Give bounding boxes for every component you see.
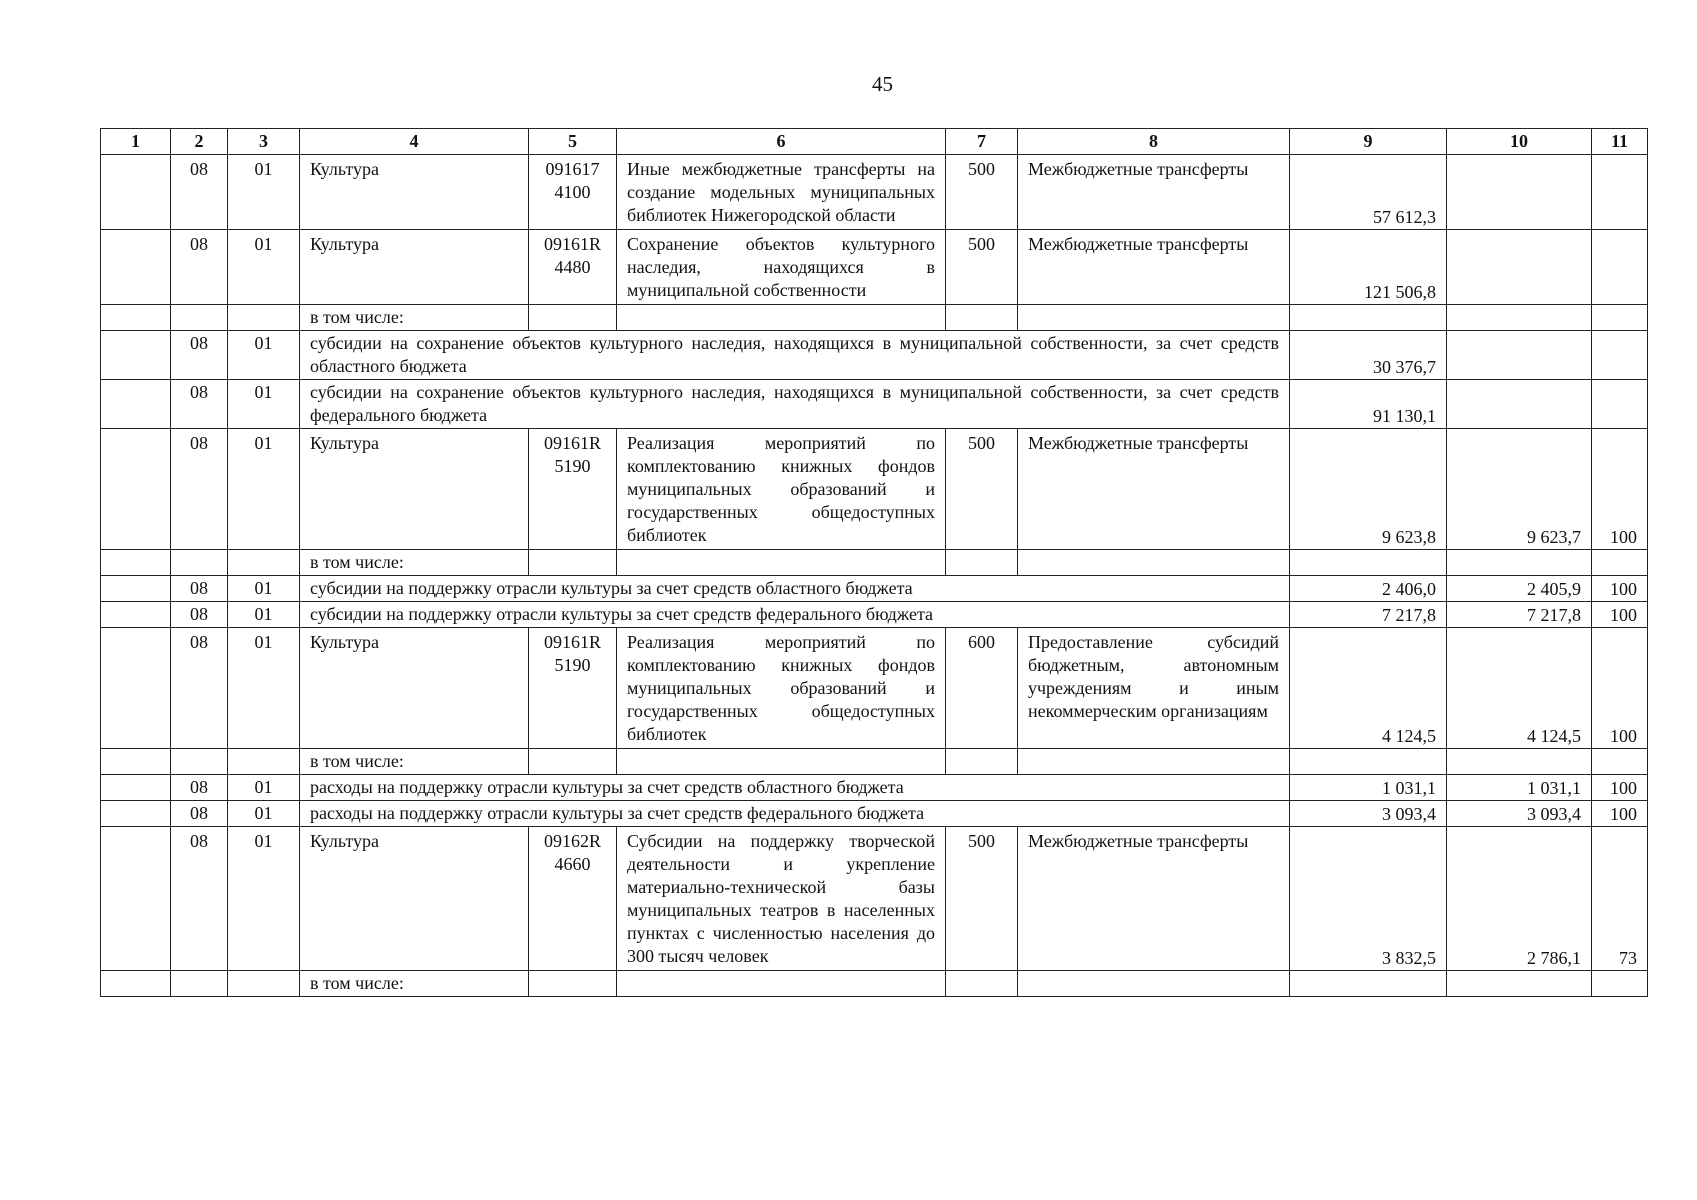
column-header-11: 11 <box>1592 129 1648 155</box>
cell-col1 <box>101 628 171 749</box>
target-article-code-part1: 09162R <box>543 831 601 851</box>
cell-article-name: Реализация мероприятий по комплектованию книжных фондов муниципальных образований и государственных общедоступных библиотек <box>617 628 946 749</box>
cell-target-article <box>529 305 617 331</box>
cell-col1 <box>101 576 171 602</box>
cell-subsection <box>228 971 300 997</box>
target-article-code-part1: 09161R <box>543 433 601 453</box>
cell-col1 <box>101 429 171 550</box>
cell-target-article <box>529 550 617 576</box>
cell-section: 08 <box>171 155 228 230</box>
cell-col1 <box>101 971 171 997</box>
cell-subsidy-description: субсидии на сохранение объектов культурного наследия, находящихся в муниципальной собственности, за счет средств федерального бюджета <box>300 380 1290 429</box>
cell-planned-amount: 91 130,1 <box>1290 380 1447 429</box>
cell-subsidy-description: субсидии на сохранение объектов культурного наследия, находящихся в муниципальной собственности, за счет средств областного бюджета <box>300 331 1290 380</box>
table-row <box>101 550 1648 576</box>
table-row <box>101 155 1648 230</box>
cell-expense-type-name: Межбюджетные трансферты <box>1018 429 1290 550</box>
cell-percent: 100 <box>1592 775 1648 801</box>
cell-expense-type <box>946 971 1018 997</box>
cell-actual-amount: 1 031,1 <box>1447 775 1592 801</box>
cell-actual-amount: 2 786,1 <box>1447 827 1592 971</box>
page-number: 45 <box>872 72 893 96</box>
target-article-code-part2: 5190 <box>554 456 591 476</box>
target-article-code-part1: 091617 <box>545 159 600 179</box>
cell-expense-type-name <box>1018 550 1290 576</box>
cell-actual-amount: 2 405,9 <box>1447 576 1592 602</box>
cell-section-name: Культура <box>300 155 529 230</box>
cell-actual-amount <box>1447 155 1592 230</box>
table-row <box>101 429 1648 550</box>
cell-col1 <box>101 331 171 380</box>
cell-including-label: в том числе: <box>300 550 529 576</box>
cell-planned-amount <box>1290 305 1447 331</box>
column-header-4: 4 <box>300 129 529 155</box>
cell-actual-amount <box>1447 550 1592 576</box>
cell-section: 08 <box>171 827 228 971</box>
cell-including-label: в том числе: <box>300 749 529 775</box>
cell-section: 08 <box>171 775 228 801</box>
cell-percent <box>1592 230 1648 305</box>
cell-section <box>171 550 228 576</box>
table-row <box>101 749 1648 775</box>
cell-subsection: 01 <box>228 827 300 971</box>
cell-planned-amount: 2 406,0 <box>1290 576 1447 602</box>
cell-percent <box>1592 305 1648 331</box>
cell-percent: 100 <box>1592 576 1648 602</box>
table-header-row <box>101 129 1648 155</box>
column-header-9: 9 <box>1290 129 1447 155</box>
cell-expense-type: 500 <box>946 155 1018 230</box>
column-header-10: 10 <box>1447 129 1592 155</box>
table-row <box>101 971 1648 997</box>
target-article-code-part1: 09161R <box>543 632 601 652</box>
cell-expense-type-name <box>1018 749 1290 775</box>
cell-percent: 100 <box>1592 801 1648 827</box>
cell-planned-amount: 9 623,8 <box>1290 429 1447 550</box>
cell-expense-type: 500 <box>946 429 1018 550</box>
column-header-1: 1 <box>101 129 171 155</box>
cell-subsection <box>228 305 300 331</box>
column-header-7: 7 <box>946 129 1018 155</box>
cell-expense-type: 500 <box>946 827 1018 971</box>
budget-table <box>100 128 1648 997</box>
cell-actual-amount: 4 124,5 <box>1447 628 1592 749</box>
cell-target-article <box>529 827 617 971</box>
column-header-6: 6 <box>617 129 946 155</box>
cell-target-article <box>529 971 617 997</box>
cell-col1 <box>101 749 171 775</box>
cell-subsection: 01 <box>228 801 300 827</box>
cell-section: 08 <box>171 380 228 429</box>
cell-section <box>171 971 228 997</box>
column-header-2: 2 <box>171 129 228 155</box>
cell-subsidy-description: субсидии на поддержку отрасли культуры за счет средств областного бюджета <box>300 576 1290 602</box>
cell-actual-amount <box>1447 305 1592 331</box>
cell-article-name <box>617 550 946 576</box>
cell-planned-amount: 121 506,8 <box>1290 230 1447 305</box>
cell-planned-amount: 4 124,5 <box>1290 628 1447 749</box>
cell-percent: 100 <box>1592 628 1648 749</box>
cell-article-name: Иные межбюджетные трансферты на создание модельных муниципальных библиотек Нижегородской области <box>617 155 946 230</box>
cell-planned-amount: 3 093,4 <box>1290 801 1447 827</box>
cell-actual-amount <box>1447 749 1592 775</box>
target-article-code-part2: 4100 <box>554 182 591 202</box>
cell-actual-amount: 3 093,4 <box>1447 801 1592 827</box>
table-row <box>101 576 1648 602</box>
cell-percent <box>1592 749 1648 775</box>
cell-subsection: 01 <box>228 155 300 230</box>
cell-actual-amount <box>1447 331 1592 380</box>
target-article-code-part2: 4660 <box>554 854 591 874</box>
cell-subsection: 01 <box>228 602 300 628</box>
cell-percent <box>1592 971 1648 997</box>
target-article-code-part2: 4480 <box>554 257 591 277</box>
cell-expense-type-name <box>1018 305 1290 331</box>
cell-col1 <box>101 602 171 628</box>
cell-article-name <box>617 971 946 997</box>
cell-percent <box>1592 380 1648 429</box>
table-row <box>101 628 1648 749</box>
cell-expense-type-name: Межбюджетные трансферты <box>1018 155 1290 230</box>
cell-col1 <box>101 775 171 801</box>
cell-including-label: в том числе: <box>300 971 529 997</box>
cell-target-article <box>529 155 617 230</box>
cell-target-article <box>529 749 617 775</box>
cell-actual-amount <box>1447 971 1592 997</box>
cell-subsection: 01 <box>228 230 300 305</box>
cell-planned-amount: 30 376,7 <box>1290 331 1447 380</box>
cell-actual-amount <box>1447 380 1592 429</box>
cell-subsection: 01 <box>228 576 300 602</box>
cell-subsidy-description: субсидии на поддержку отрасли культуры за счет средств федерального бюджета <box>300 602 1290 628</box>
cell-col1 <box>101 550 171 576</box>
cell-subsection: 01 <box>228 775 300 801</box>
cell-subsection <box>228 749 300 775</box>
cell-col1 <box>101 305 171 331</box>
cell-expense-type <box>946 749 1018 775</box>
cell-col1 <box>101 801 171 827</box>
table-row <box>101 380 1648 429</box>
cell-percent: 100 <box>1592 602 1648 628</box>
cell-subsection: 01 <box>228 429 300 550</box>
table-row <box>101 602 1648 628</box>
cell-subsection <box>228 550 300 576</box>
cell-article-name <box>617 305 946 331</box>
cell-col1 <box>101 827 171 971</box>
cell-planned-amount: 7 217,8 <box>1290 602 1447 628</box>
cell-percent <box>1592 155 1648 230</box>
cell-section: 08 <box>171 628 228 749</box>
cell-section-name: Культура <box>300 429 529 550</box>
cell-actual-amount: 7 217,8 <box>1447 602 1592 628</box>
table-row <box>101 331 1648 380</box>
cell-expense-type-name: Предоставление субсидий бюджетным, автономным учреждениям и иным некоммерческим организациям <box>1018 628 1290 749</box>
cell-section <box>171 305 228 331</box>
cell-expense-type-name: Межбюджетные трансферты <box>1018 230 1290 305</box>
cell-subsidy-description: расходы на поддержку отрасли культуры за счет средств федерального бюджета <box>300 801 1290 827</box>
cell-col1 <box>101 155 171 230</box>
cell-col1 <box>101 380 171 429</box>
table-row <box>101 801 1648 827</box>
cell-expense-type <box>946 305 1018 331</box>
cell-section-name: Культура <box>300 230 529 305</box>
cell-article-name <box>617 749 946 775</box>
cell-percent <box>1592 550 1648 576</box>
cell-including-label: в том числе: <box>300 305 529 331</box>
cell-target-article <box>529 230 617 305</box>
column-header-8: 8 <box>1018 129 1290 155</box>
cell-section: 08 <box>171 429 228 550</box>
cell-section-name: Культура <box>300 827 529 971</box>
cell-section-name: Культура <box>300 628 529 749</box>
cell-actual-amount: 9 623,7 <box>1447 429 1592 550</box>
cell-planned-amount: 1 031,1 <box>1290 775 1447 801</box>
cell-expense-type-name: Межбюджетные трансферты <box>1018 827 1290 971</box>
cell-article-name: Субсидии на поддержку творческой деятельности и укрепление материально-технической базы муниципальных театров в населенных пунктах с численностью населения до 300 тысяч человек <box>617 827 946 971</box>
cell-section: 08 <box>171 331 228 380</box>
cell-planned-amount <box>1290 971 1447 997</box>
cell-subsection: 01 <box>228 331 300 380</box>
cell-expense-type: 500 <box>946 230 1018 305</box>
cell-planned-amount <box>1290 550 1447 576</box>
cell-subsection: 01 <box>228 380 300 429</box>
cell-percent: 73 <box>1592 827 1648 971</box>
cell-expense-type-name <box>1018 971 1290 997</box>
table-row <box>101 230 1648 305</box>
cell-target-article <box>529 628 617 749</box>
column-header-5: 5 <box>529 129 617 155</box>
cell-subsection: 01 <box>228 628 300 749</box>
cell-planned-amount: 3 832,5 <box>1290 827 1447 971</box>
cell-section: 08 <box>171 576 228 602</box>
cell-section <box>171 749 228 775</box>
column-header-3: 3 <box>228 129 300 155</box>
cell-col1 <box>101 230 171 305</box>
cell-expense-type: 600 <box>946 628 1018 749</box>
cell-section: 08 <box>171 230 228 305</box>
target-article-code-part1: 09161R <box>543 234 601 254</box>
cell-section: 08 <box>171 801 228 827</box>
cell-article-name: Сохранение объектов культурного наследия, находящихся в муниципальной собственности <box>617 230 946 305</box>
cell-target-article <box>529 429 617 550</box>
cell-planned-amount: 57 612,3 <box>1290 155 1447 230</box>
cell-subsidy-description: расходы на поддержку отрасли культуры за счет средств областного бюджета <box>300 775 1290 801</box>
cell-percent <box>1592 331 1648 380</box>
cell-section: 08 <box>171 602 228 628</box>
cell-planned-amount <box>1290 749 1447 775</box>
cell-expense-type <box>946 550 1018 576</box>
table-row <box>101 775 1648 801</box>
target-article-code-part2: 5190 <box>554 655 591 675</box>
table-row <box>101 305 1648 331</box>
table-row <box>101 827 1648 971</box>
cell-article-name: Реализация мероприятий по комплектованию книжных фондов муниципальных образований и государственных общедоступных библиотек <box>617 429 946 550</box>
cell-percent: 100 <box>1592 429 1648 550</box>
cell-actual-amount <box>1447 230 1592 305</box>
